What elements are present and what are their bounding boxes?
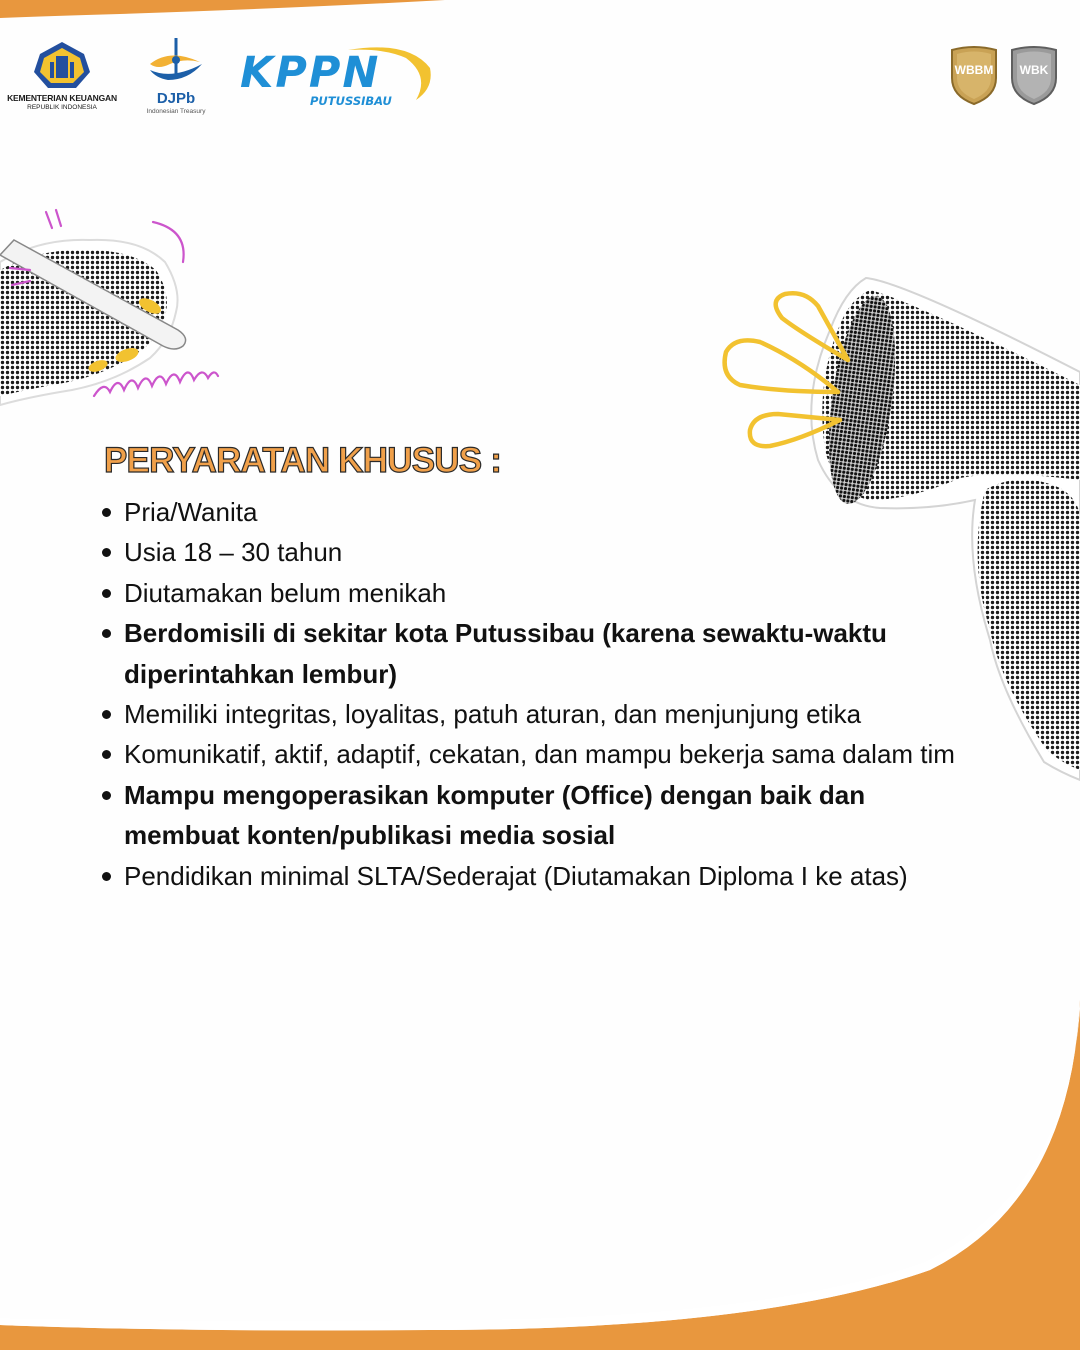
requirement-item: Usia 18 – 30 tahun — [124, 532, 984, 572]
requirement-item: Pendidikan minimal SLTA/Sederajat (Diutamakan Diploma I ke atas) — [124, 856, 984, 896]
kppn-name: KPPN — [240, 48, 381, 98]
requirement-item: Komunikatif, aktif, adaptif, cekatan, dan mampu bekerja sama dalam tim — [124, 734, 984, 774]
requirements-list — [124, 492, 984, 896]
kppn-logo — [238, 40, 438, 116]
bottom-swoosh — [0, 1000, 1080, 1350]
kemenkeu-logo — [6, 38, 118, 118]
section-heading: PERYARATAN KHUSUS : — [104, 441, 502, 480]
kemenkeu-emblem-icon — [6, 38, 118, 94]
requirement-item: Pria/Wanita — [124, 492, 984, 532]
top-swoosh — [0, 0, 445, 18]
kemenkeu-name: KEMENTERIAN KEUANGAN — [7, 93, 117, 103]
wbk-badge — [1006, 44, 1062, 106]
wbbm-label: WBBM — [954, 63, 994, 77]
djpb-swoosh-icon — [140, 36, 212, 92]
requirement-item: Memiliki integritas, loyalitas, patuh aturan, dan menjunjung etika — [124, 694, 984, 734]
requirement-item: Mampu mengoperasikan komputer (Office) dengan baik dan membuat konten/publikasi media sosial — [124, 775, 984, 856]
requirement-item: Diutamakan belum menikah — [124, 573, 984, 613]
hand-pen-illustration — [0, 210, 218, 405]
djpb-name: DJPb — [156, 90, 196, 107]
djpb-logo — [140, 36, 212, 120]
kemenkeu-country: REPUBLIK INDONESIA — [27, 104, 97, 111]
djpb-tagline: Indonesian Treasury — [146, 108, 206, 115]
wbbm-badge — [946, 44, 1002, 106]
requirement-item: Berdomisili di sekitar kota Putussibau (karena sewaktu-waktu diperintahkan lembur) — [124, 613, 984, 694]
wbk-label: WBK — [1019, 63, 1049, 77]
kppn-office: PUTUSSIBAU — [310, 94, 392, 108]
